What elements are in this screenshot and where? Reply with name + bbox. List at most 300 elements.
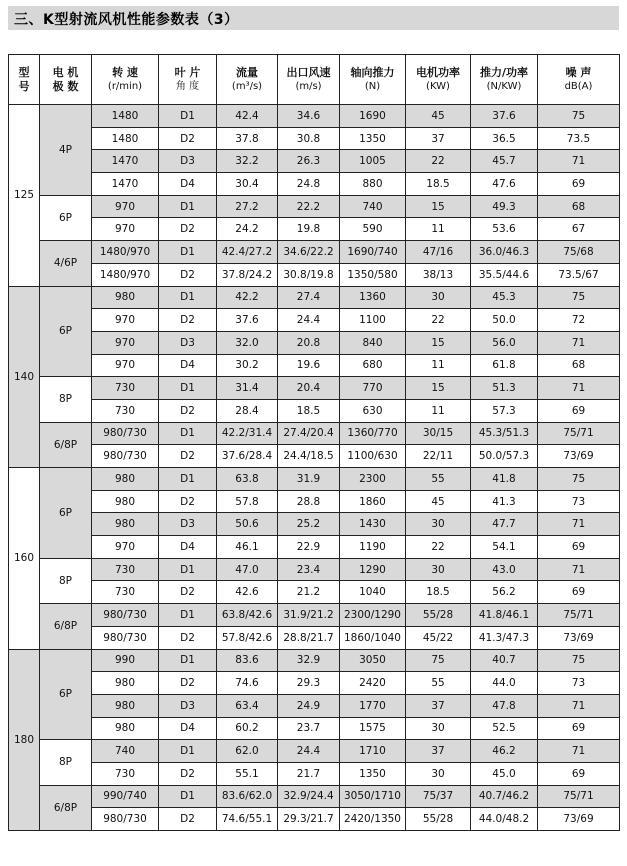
data-cell: 36.0/46.3	[471, 241, 538, 264]
data-cell: 47.8	[471, 694, 538, 717]
column-header-label: 叶 片	[174, 65, 201, 79]
data-cell: 46.1	[217, 536, 278, 559]
data-cell: 980/730	[92, 626, 159, 649]
column-header	[406, 55, 471, 105]
data-cell: 29.3	[278, 672, 340, 695]
column-header-label: 型	[18, 65, 30, 79]
column-header	[9, 55, 40, 105]
data-cell: D2	[159, 309, 217, 332]
data-cell: 1040	[340, 581, 406, 604]
data-cell: 75	[538, 649, 620, 672]
data-cell: 50.0/57.3	[471, 445, 538, 468]
data-cell: 45	[406, 490, 471, 513]
data-cell: 73.5/67	[538, 263, 620, 286]
data-cell: 37.6/28.4	[217, 445, 278, 468]
data-cell: 75/68	[538, 241, 620, 264]
data-cell: 22/11	[406, 445, 471, 468]
data-cell: 26.3	[278, 150, 340, 173]
data-cell: 980	[92, 717, 159, 740]
data-cell: 30.8/19.8	[278, 263, 340, 286]
data-cell: 970	[92, 354, 159, 377]
column-header-label: 推力/功率	[479, 65, 529, 79]
data-cell: 37	[406, 127, 471, 150]
data-cell: 30/15	[406, 422, 471, 445]
data-cell: 980	[92, 513, 159, 536]
data-cell: 32.9	[278, 649, 340, 672]
data-cell: 18.5	[406, 173, 471, 196]
data-cell: 74.6/55.1	[217, 808, 278, 831]
data-cell: 24.9	[278, 694, 340, 717]
title-bar	[8, 6, 619, 30]
table-row	[9, 127, 620, 150]
data-cell: 29.3/21.7	[278, 808, 340, 831]
data-cell: D1	[159, 195, 217, 218]
data-cell: 75	[538, 468, 620, 491]
table-row	[9, 513, 620, 536]
data-cell: 1480	[92, 127, 159, 150]
data-cell: 740	[92, 740, 159, 763]
data-cell: 28.4	[217, 399, 278, 422]
data-cell: 25.2	[278, 513, 340, 536]
column-header-unit: (m³/s)	[231, 80, 263, 92]
data-cell: 30.8	[278, 127, 340, 150]
data-cell: 47/16	[406, 241, 471, 264]
data-cell: 1005	[340, 150, 406, 173]
data-cell: 3050	[340, 649, 406, 672]
data-cell: 880	[340, 173, 406, 196]
table-header	[9, 55, 620, 105]
model-cell: 180	[9, 649, 40, 831]
data-cell: 75	[538, 105, 620, 128]
data-cell: 2420	[340, 672, 406, 695]
data-cell: D2	[159, 399, 217, 422]
data-cell: 75/71	[538, 422, 620, 445]
data-cell: 24.8	[278, 173, 340, 196]
table-row	[9, 263, 620, 286]
table-row	[9, 536, 620, 559]
data-cell: D1	[159, 740, 217, 763]
data-cell: D2	[159, 808, 217, 831]
data-cell: 41.8	[471, 468, 538, 491]
data-cell: 1470	[92, 173, 159, 196]
data-cell: 69	[538, 717, 620, 740]
table-body	[9, 105, 620, 831]
data-cell: 68	[538, 195, 620, 218]
data-cell: 37.6	[217, 309, 278, 332]
data-cell: 44.0	[471, 672, 538, 695]
data-cell: 41.8/46.1	[471, 604, 538, 627]
data-cell: 30.2	[217, 354, 278, 377]
data-cell: 57.3	[471, 399, 538, 422]
pole-cell: 4P	[40, 105, 92, 196]
data-cell: 67	[538, 218, 620, 241]
table-row	[9, 422, 620, 445]
data-cell: 47.7	[471, 513, 538, 536]
data-cell: 24.4	[278, 740, 340, 763]
data-cell: 37.8/24.2	[217, 263, 278, 286]
data-cell: D2	[159, 127, 217, 150]
pole-cell: 4/6P	[40, 241, 92, 286]
data-cell: D4	[159, 717, 217, 740]
data-cell: 30	[406, 762, 471, 785]
data-cell: 980	[92, 286, 159, 309]
data-cell: 20.4	[278, 377, 340, 400]
column-header-label: 转 速	[112, 65, 138, 79]
data-cell: 30	[406, 513, 471, 536]
pole-cell: 6/8P	[40, 785, 92, 830]
table-row	[9, 740, 620, 763]
table-row	[9, 331, 620, 354]
data-cell: D1	[159, 286, 217, 309]
data-cell: 37.8	[217, 127, 278, 150]
data-cell: D2	[159, 762, 217, 785]
data-cell: 990/740	[92, 785, 159, 808]
table-row	[9, 218, 620, 241]
table-row	[9, 309, 620, 332]
data-cell: 28.8	[278, 490, 340, 513]
model-cell: 140	[9, 286, 40, 468]
data-cell: 970	[92, 218, 159, 241]
data-cell: 21.7	[278, 762, 340, 785]
data-cell: D1	[159, 468, 217, 491]
data-cell: 45	[406, 105, 471, 128]
data-cell: 1350/580	[340, 263, 406, 286]
data-cell: 11	[406, 354, 471, 377]
data-cell: 32.0	[217, 331, 278, 354]
data-cell: 730	[92, 399, 159, 422]
pole-cell: 6P	[40, 195, 92, 240]
data-cell: 23.4	[278, 558, 340, 581]
table-row	[9, 490, 620, 513]
data-cell: 840	[340, 331, 406, 354]
data-cell: 1770	[340, 694, 406, 717]
table-row	[9, 785, 620, 808]
data-cell: D1	[159, 105, 217, 128]
column-header-unit: (KW)	[426, 80, 450, 92]
table-row	[9, 286, 620, 309]
data-cell: 2300	[340, 468, 406, 491]
data-cell: 28.8/21.7	[278, 626, 340, 649]
data-cell: 11	[406, 218, 471, 241]
data-cell: 45.3/51.3	[471, 422, 538, 445]
data-cell: 40.7/46.2	[471, 785, 538, 808]
data-cell: 56.2	[471, 581, 538, 604]
column-header-label: 流量	[236, 65, 258, 79]
column-header-unit: (m/s)	[295, 80, 322, 92]
pole-cell: 6P	[40, 468, 92, 559]
data-cell: 1480	[92, 105, 159, 128]
data-cell: 71	[538, 558, 620, 581]
data-cell: D1	[159, 422, 217, 445]
data-cell: 71	[538, 377, 620, 400]
data-cell: 980/730	[92, 604, 159, 627]
table-row	[9, 694, 620, 717]
data-cell: 32.2	[217, 150, 278, 173]
table-row	[9, 762, 620, 785]
data-cell: D3	[159, 150, 217, 173]
pole-cell: 6/8P	[40, 604, 92, 649]
data-cell: 31.4	[217, 377, 278, 400]
data-cell: 630	[340, 399, 406, 422]
data-cell: 730	[92, 377, 159, 400]
page-title: 三、K型射流风机性能参数表（3）	[14, 12, 239, 28]
data-cell: 36.5	[471, 127, 538, 150]
data-cell: D1	[159, 604, 217, 627]
data-cell: 970	[92, 195, 159, 218]
data-cell: 24.2	[217, 218, 278, 241]
data-cell: 83.6	[217, 649, 278, 672]
data-cell: 23.7	[278, 717, 340, 740]
data-cell: 1470	[92, 150, 159, 173]
data-cell: 47.6	[471, 173, 538, 196]
pole-cell: 8P	[40, 558, 92, 603]
data-cell: 42.2	[217, 286, 278, 309]
data-cell: 1690/740	[340, 241, 406, 264]
data-cell: 27.2	[217, 195, 278, 218]
data-cell: 1350	[340, 762, 406, 785]
data-cell: 1100/630	[340, 445, 406, 468]
column-header-label: 噪 声	[565, 65, 592, 79]
data-cell: D2	[159, 263, 217, 286]
data-cell: 22.9	[278, 536, 340, 559]
data-cell: 1690	[340, 105, 406, 128]
data-cell: 680	[340, 354, 406, 377]
pole-cell: 6/8P	[40, 422, 92, 467]
pole-cell: 8P	[40, 377, 92, 422]
data-cell: 22	[406, 150, 471, 173]
data-cell: 27.4/20.4	[278, 422, 340, 445]
data-cell: 73	[538, 490, 620, 513]
column-header	[159, 55, 217, 105]
data-cell: 55/28	[406, 604, 471, 627]
data-cell: 31.9/21.2	[278, 604, 340, 627]
data-cell: 21.2	[278, 581, 340, 604]
column-header	[217, 55, 278, 105]
data-cell: D2	[159, 672, 217, 695]
data-cell: 30	[406, 558, 471, 581]
data-cell: 1350	[340, 127, 406, 150]
data-cell: 69	[538, 399, 620, 422]
table-row	[9, 150, 620, 173]
data-cell: 11	[406, 399, 471, 422]
data-cell: 24.4	[278, 309, 340, 332]
data-cell: 2300/1290	[340, 604, 406, 627]
data-cell: 18.5	[406, 581, 471, 604]
data-cell: 2420/1350	[340, 808, 406, 831]
data-cell: D2	[159, 626, 217, 649]
data-cell: 55	[406, 468, 471, 491]
data-cell: 71	[538, 740, 620, 763]
data-cell: 55/28	[406, 808, 471, 831]
data-cell: 71	[538, 150, 620, 173]
table-row	[9, 445, 620, 468]
data-cell: 730	[92, 762, 159, 785]
table-row	[9, 672, 620, 695]
data-cell: 63.8	[217, 468, 278, 491]
data-cell: 47.0	[217, 558, 278, 581]
data-cell: 19.6	[278, 354, 340, 377]
data-cell: 74.6	[217, 672, 278, 695]
model-cell: 160	[9, 468, 40, 650]
data-cell: 15	[406, 331, 471, 354]
data-cell: 980	[92, 490, 159, 513]
column-header	[92, 55, 159, 105]
data-cell: D1	[159, 558, 217, 581]
data-cell: 41.3	[471, 490, 538, 513]
column-header-label: 轴向推力	[350, 65, 395, 79]
data-cell: 1860	[340, 490, 406, 513]
data-cell: 68	[538, 354, 620, 377]
data-cell: 45/22	[406, 626, 471, 649]
data-cell: 37.6	[471, 105, 538, 128]
performance-table	[8, 54, 620, 831]
table-row	[9, 468, 620, 491]
data-cell: 55.1	[217, 762, 278, 785]
data-cell: 75	[406, 649, 471, 672]
data-cell: D2	[159, 218, 217, 241]
data-cell: 1480/970	[92, 263, 159, 286]
data-cell: 15	[406, 195, 471, 218]
data-cell: 1190	[340, 536, 406, 559]
data-cell: 37	[406, 694, 471, 717]
data-cell: 18.5	[278, 399, 340, 422]
data-cell: 75	[538, 286, 620, 309]
data-cell: 1360/770	[340, 422, 406, 445]
data-cell: 69	[538, 762, 620, 785]
data-cell: D4	[159, 173, 217, 196]
data-cell: D1	[159, 377, 217, 400]
data-cell: 19.8	[278, 218, 340, 241]
data-cell: 75/71	[538, 604, 620, 627]
table-row	[9, 808, 620, 831]
table-row	[9, 649, 620, 672]
data-cell: D3	[159, 513, 217, 536]
data-cell: 24.4/18.5	[278, 445, 340, 468]
pole-cell: 6P	[40, 649, 92, 740]
table-row	[9, 626, 620, 649]
data-cell: 63.4	[217, 694, 278, 717]
data-cell: 62.0	[217, 740, 278, 763]
column-header-unit: (r/min)	[107, 80, 143, 92]
data-cell: D4	[159, 354, 217, 377]
data-cell: 740	[340, 195, 406, 218]
data-cell: 53.6	[471, 218, 538, 241]
header-row	[9, 55, 620, 105]
column-header-label: 出口风速	[286, 65, 331, 79]
data-cell: 60.2	[217, 717, 278, 740]
column-header	[471, 55, 538, 105]
data-cell: 1430	[340, 513, 406, 536]
table-row	[9, 195, 620, 218]
data-cell: 730	[92, 558, 159, 581]
table-row	[9, 241, 620, 264]
data-cell: D2	[159, 490, 217, 513]
data-cell: 73/69	[538, 808, 620, 831]
data-cell: 20.8	[278, 331, 340, 354]
data-cell: 980	[92, 468, 159, 491]
data-cell: 30	[406, 717, 471, 740]
column-header	[278, 55, 340, 105]
data-cell: 83.6/62.0	[217, 785, 278, 808]
data-cell: 73/69	[538, 626, 620, 649]
data-cell: 980/730	[92, 808, 159, 831]
data-cell: 71	[538, 331, 620, 354]
model-cell: 125	[9, 105, 40, 287]
data-cell: 49.3	[471, 195, 538, 218]
data-cell: 54.1	[471, 536, 538, 559]
data-cell: 75/71	[538, 785, 620, 808]
column-header-unit: 号	[18, 79, 30, 93]
column-header-unit: (N)	[364, 80, 381, 92]
data-cell: 980	[92, 672, 159, 695]
data-cell: 34.6	[278, 105, 340, 128]
data-cell: 69	[538, 173, 620, 196]
column-header	[340, 55, 406, 105]
data-cell: 980/730	[92, 422, 159, 445]
column-header-unit: 极 数	[52, 79, 79, 93]
data-cell: 69	[538, 536, 620, 559]
data-cell: D4	[159, 536, 217, 559]
data-cell: 35.5/44.6	[471, 263, 538, 286]
data-cell: 15	[406, 377, 471, 400]
data-cell: 71	[538, 513, 620, 536]
column-header	[40, 55, 92, 105]
data-cell: 46.2	[471, 740, 538, 763]
data-cell: 980	[92, 694, 159, 717]
table-row	[9, 354, 620, 377]
data-cell: 52.5	[471, 717, 538, 740]
data-cell: 69	[538, 581, 620, 604]
data-cell: D1	[159, 785, 217, 808]
data-cell: 42.4/27.2	[217, 241, 278, 264]
data-cell: 30.4	[217, 173, 278, 196]
data-cell: 22	[406, 536, 471, 559]
data-cell: 55	[406, 672, 471, 695]
table-row	[9, 377, 620, 400]
pole-cell: 8P	[40, 740, 92, 785]
data-cell: 980/730	[92, 445, 159, 468]
data-cell: 44.0/48.2	[471, 808, 538, 831]
data-cell: 730	[92, 581, 159, 604]
column-header	[538, 55, 620, 105]
data-cell: 990	[92, 649, 159, 672]
data-cell: 51.3	[471, 377, 538, 400]
table-row	[9, 604, 620, 627]
data-cell: 63.8/42.6	[217, 604, 278, 627]
data-cell: 45.7	[471, 150, 538, 173]
data-cell: 34.6/22.2	[278, 241, 340, 264]
data-cell: 38/13	[406, 263, 471, 286]
data-cell: 1860/1040	[340, 626, 406, 649]
data-cell: 40.7	[471, 649, 538, 672]
data-cell: 42.4	[217, 105, 278, 128]
table-row	[9, 399, 620, 422]
data-cell: 970	[92, 536, 159, 559]
data-cell: 61.8	[471, 354, 538, 377]
data-cell: 43.0	[471, 558, 538, 581]
data-cell: 57.8	[217, 490, 278, 513]
data-cell: 3050/1710	[340, 785, 406, 808]
data-cell: 590	[340, 218, 406, 241]
table-row	[9, 558, 620, 581]
table-row	[9, 173, 620, 196]
data-cell: 73.5	[538, 127, 620, 150]
column-header-unit: dB(A)	[564, 80, 593, 92]
data-cell: 50.0	[471, 309, 538, 332]
table-row	[9, 717, 620, 740]
data-cell: 75/37	[406, 785, 471, 808]
data-cell: D2	[159, 445, 217, 468]
